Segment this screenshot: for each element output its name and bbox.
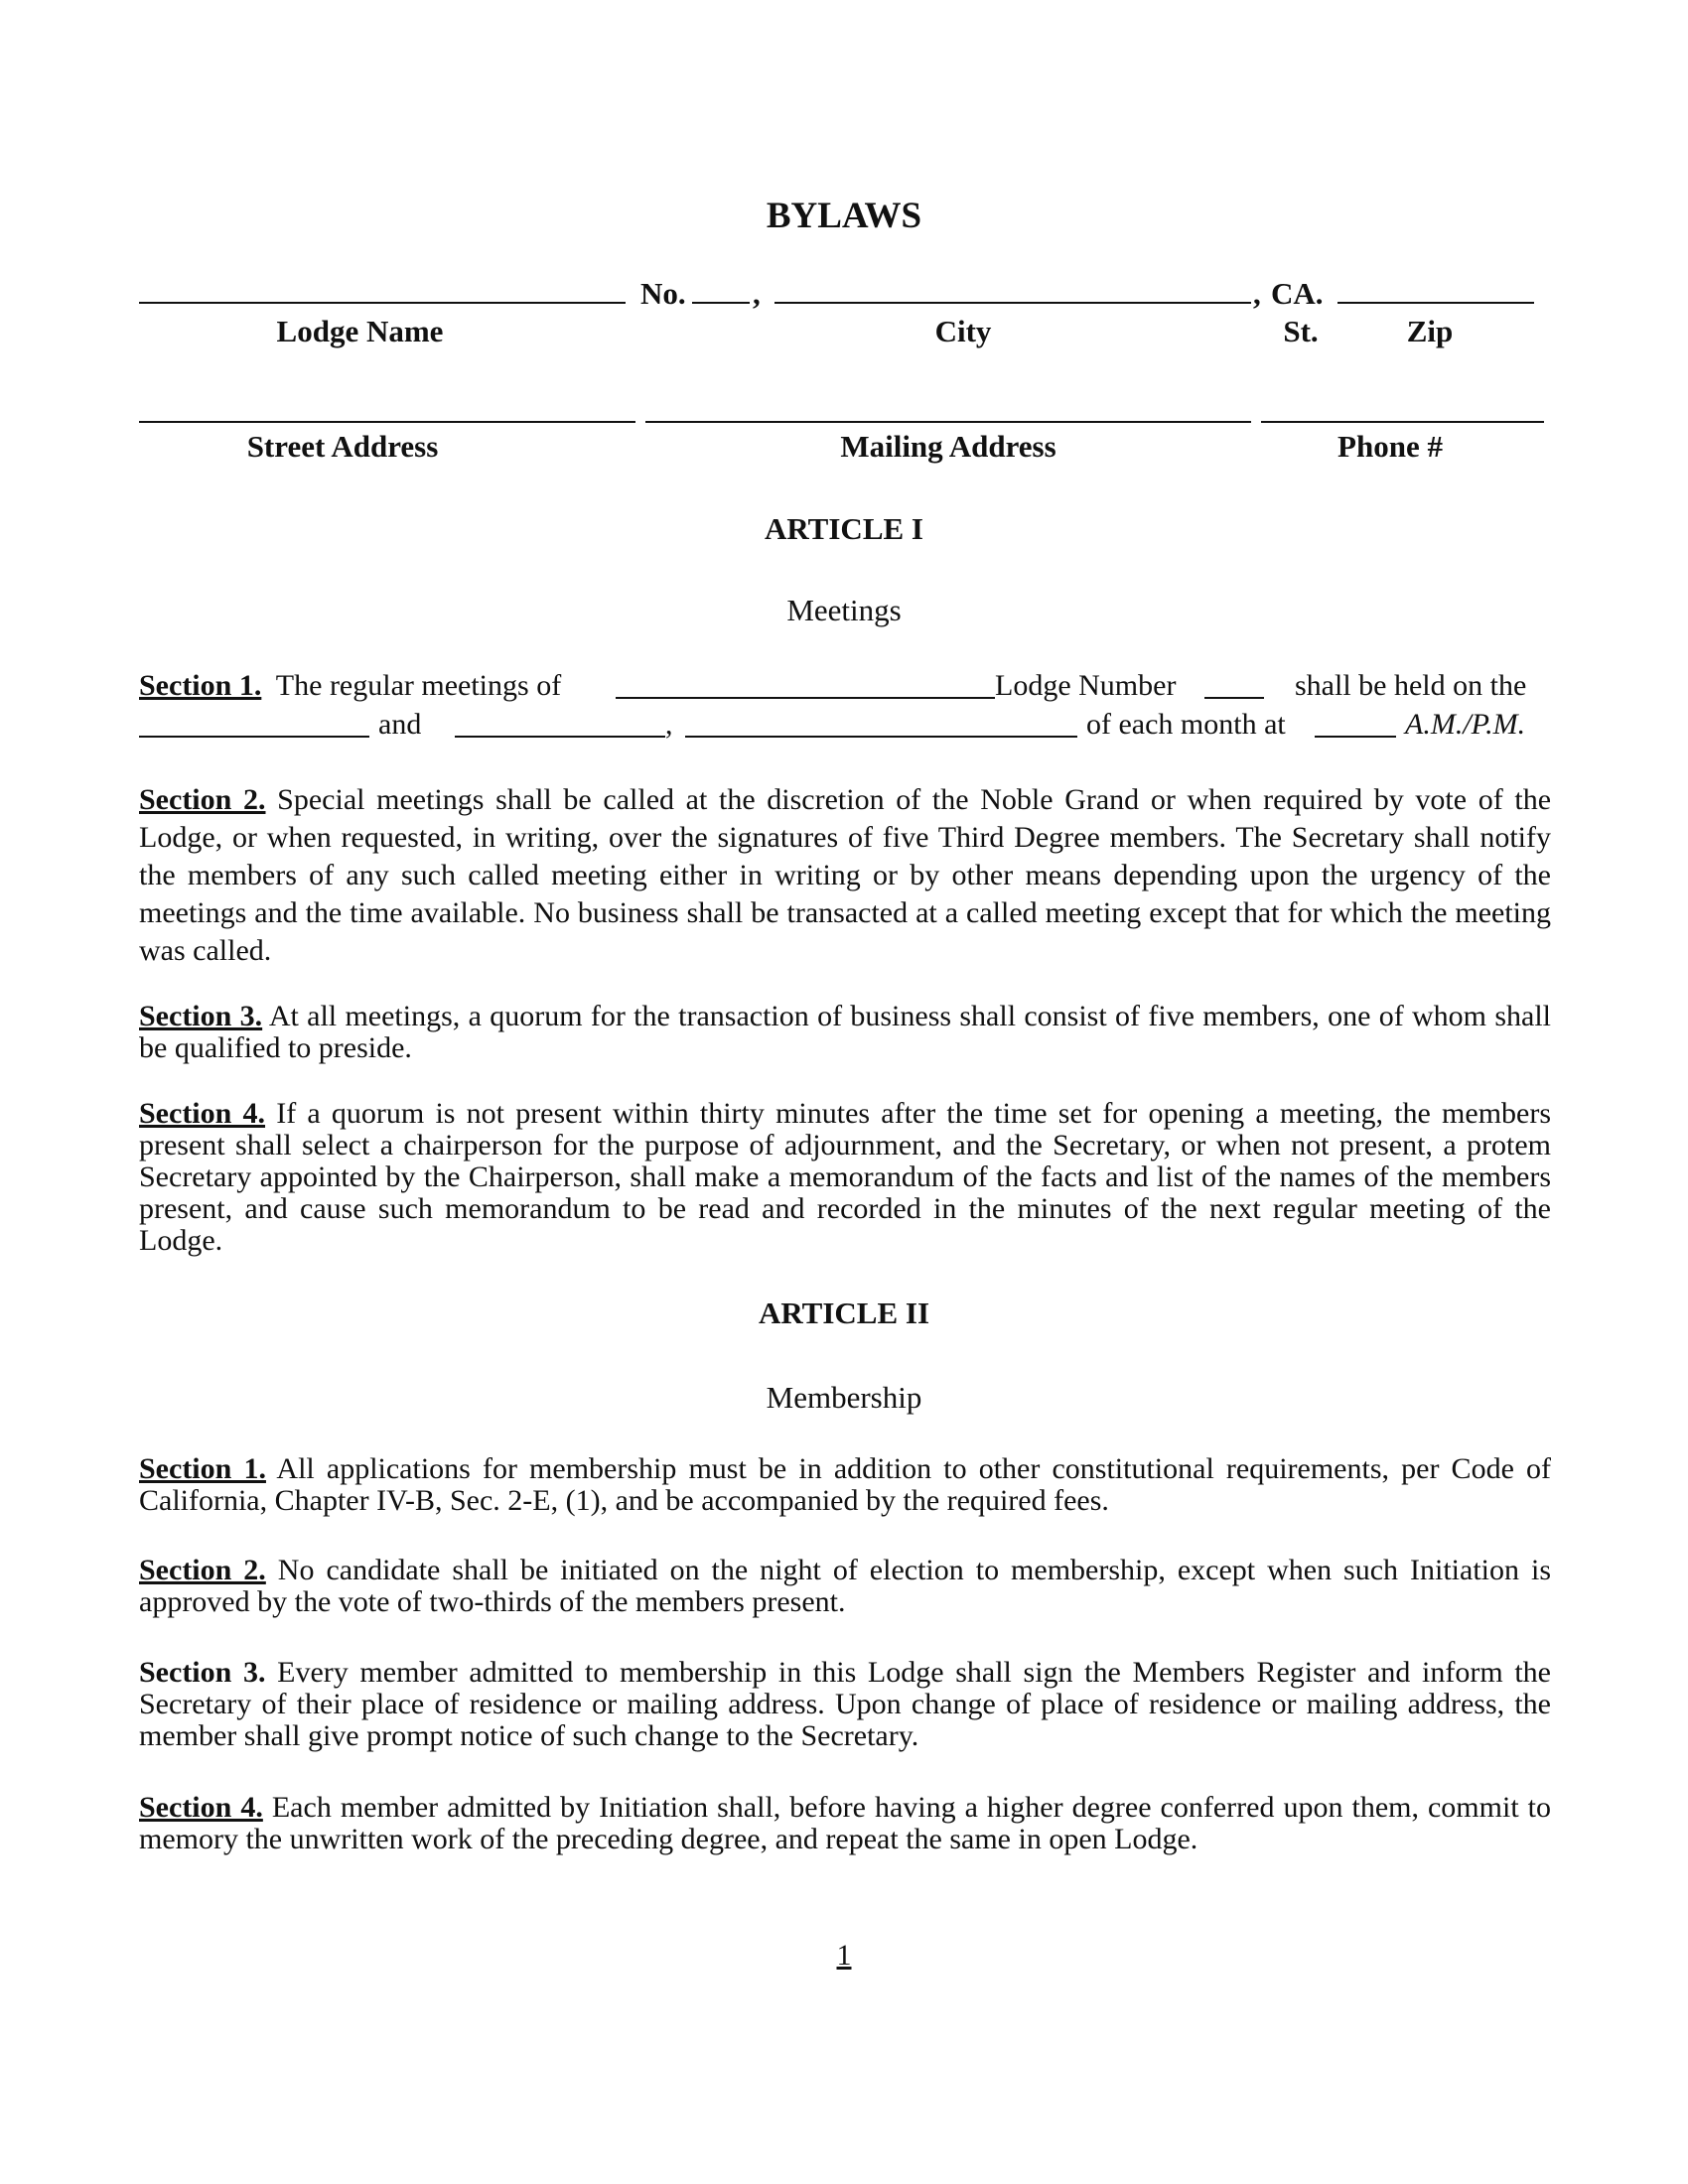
no-label: No.: [640, 276, 686, 311]
city-blank[interactable]: [774, 302, 1251, 304]
a1-section-4: Section 4. If a quorum is not present within thirty minutes after the time set for opening a meeting, the members present shall select a chairperson for the purpose of adjournment, and the Secretary, or when not present, a protem Secretary appointed by the Chairperson, shall make a memorandum of the facts and list of the names of the members present, and cause such memorandum to be read and recorded in the minutes of the next regular meeting of the Lodge.: [139, 1097, 1552, 1257]
and-text: and: [378, 708, 422, 741]
a2-section-1-label: Section 1.: [139, 1452, 266, 1485]
mailing-address-label: Mailing Address: [840, 429, 1056, 464]
a2-section-3: Section 3. Every member admitted to membership in this Lodge shall sign the Members Register and inform the Secretary of their place of residence or mailing address. Upon change of place of residence or mailing address, the member shall give prompt notice of such change to the Secretary.: [139, 1656, 1551, 1752]
day-1-blank[interactable]: [139, 736, 369, 738]
lodge-name-fill-blank[interactable]: [616, 697, 995, 699]
street-address-label: Street Address: [246, 429, 439, 464]
am-pm-text: A.M./P.M.: [1405, 708, 1526, 741]
lodge-name-blank[interactable]: [139, 302, 626, 304]
a1-section-4-label: Section 4.: [139, 1097, 266, 1130]
article-2-subheading: Membership: [766, 1380, 922, 1415]
a2-section-3-label: Section 3.: [139, 1656, 266, 1689]
each-month-text: of each month at: [1086, 708, 1286, 741]
a1-section-2: Section 2. Special meetings shall be called at the discretion of the Noble Grand or when required by vote of the Lodge, or when requested, in writing, over the signatures of five Third Degree members. The Secretary shall notify the members of any such called meeting either in writing or by other means depending upon the urgency of the meetings and the time available. No business shall be transacted at a called meeting except that for which the meeting was called.: [139, 783, 1552, 967]
page-number: 1: [836, 1939, 852, 1972]
document-page: BYLAWS No. , , CA. Lodge Name City St. Zip Street Address Mailing Address Phone # ARTICLE I Meetings Section 1. The regular meetings of Lodge Number shall be held on the and , of each month at A.M./P.M. Section 2. Special meetings shall be called at the discretion of the Noble Grand or when required by vote of the Lodge, or when requested, in writing, over the signatures of five Third Degree members. The Secretary shall notify the members of any such called meeting either in writing or by other means depending upon the urgency of the meetings and the time available. No business shall be transacted at a called meeting except that for which the meeting was called. Section 3. At all meetings, a quorum for the transaction of business shall consist of five members, one of whom shall be qualified to preside. Section 4. If a quorum is not present within thirty minutes after the time set for opening a meeting, the members present shall select a chairperson for the purpose of adjournment, and the Secretary, or when not present, a protem Secretary appointed by the Chairperson, shall make a memorandum of the facts and list of the names of the members present, and cause such memorandum to be read and recorded in the minutes of the next regular meeting of the Lodge. ARTICLE II Membership Section 1. All applications for membership must be in addition to other constitutional requirements, per Code of California, Chapter IV-B, Sec. 2-E, (1), and be accompanied by the required fees. Section 2. No candidate shall be initiated on the night of election to membership, except when such Initiation is approved by the vote of two-thirds of the members present. Section 3. Every member admitted to membership in this Lodge shall sign the Members Register and inform the Secretary of their place of residence or mailing address. Upon change of place of residence or mailing address, the member shall give prompt notice of such change to the Secretary. Section 4. Each member admitted by Initiation shall, before having a higher degree conferred upon them, commit to memory the unwritten work of the preceding degree, and repeat the same in open Lodge. 1: [0, 0, 1688, 2184]
a1-section-1-line-1: Section 1. The regular meetings of: [139, 669, 562, 702]
state-label: St.: [1283, 314, 1319, 348]
a1-section-1-label: Section 1.: [139, 669, 262, 702]
day-2-blank[interactable]: [455, 736, 665, 738]
lodge-number-fill-blank[interactable]: [1204, 697, 1264, 699]
article-1-heading: ARTICLE I: [765, 511, 923, 546]
week-blank[interactable]: [685, 736, 1077, 738]
a1-section-3: Section 3. At all meetings, a quorum for the transaction of business shall consist of five members, one of whom shall be qualified to preside.: [139, 1000, 1551, 1064]
street-address-blank[interactable]: [139, 421, 635, 423]
city-label: City: [934, 314, 992, 348]
a1-section-3-label: Section 3.: [139, 1000, 263, 1032]
held-on-text: shall be held on the: [1295, 669, 1527, 702]
time-blank[interactable]: [1315, 736, 1396, 738]
a2-section-4-label: Section 4.: [139, 1791, 263, 1824]
zip-blank[interactable]: [1337, 302, 1534, 304]
article-1-subheading: Meetings: [786, 593, 902, 627]
phone-blank[interactable]: [1261, 421, 1544, 423]
a2-section-2-label: Section 2.: [139, 1554, 266, 1586]
ca-label: CA.: [1271, 276, 1324, 311]
lodge-number-blank[interactable]: [692, 302, 750, 304]
a2-section-4: Section 4. Each member admitted by Initiation shall, before having a higher degree conferred upon them, commit to memory the unwritten work of the preceding degree, and repeat the same in open Lodge.: [139, 1791, 1551, 1855]
article-2-heading: ARTICLE II: [758, 1296, 930, 1330]
zip-label: Zip: [1406, 314, 1454, 348]
lodge-number-text: Lodge Number: [995, 669, 1177, 702]
a1-section-2-label: Section 2.: [139, 783, 266, 816]
phone-label: Phone #: [1337, 429, 1443, 464]
document-title: BYLAWS: [766, 196, 922, 236]
lodge-name-label: Lodge Name: [276, 314, 444, 348]
a2-section-2: Section 2. No candidate shall be initiated on the night of election to membership, except when such Initiation is approved by the vote of two-thirds of the members present.: [139, 1554, 1551, 1618]
mailing-address-blank[interactable]: [645, 421, 1251, 423]
a2-section-1: Section 1. All applications for membership must be in addition to other constitutional requirements, per Code of California, Chapter IV-B, Sec. 2-E, (1), and be accompanied by the required fees.: [139, 1452, 1551, 1517]
